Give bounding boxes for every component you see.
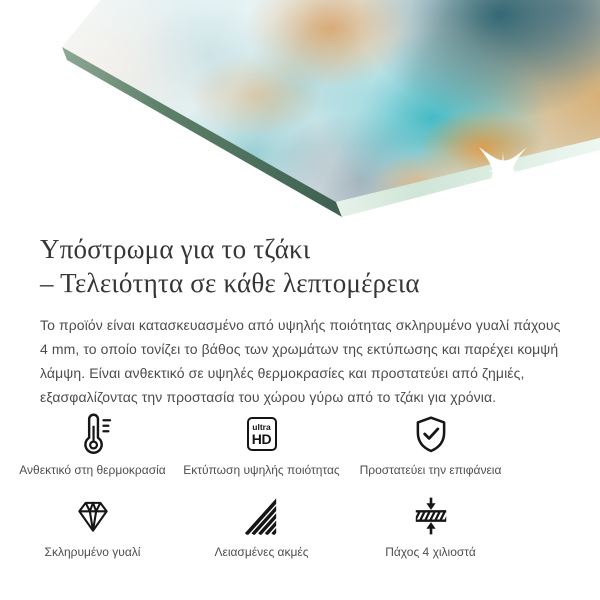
feature-heat-resistant xyxy=(8,411,177,477)
feature-label: Πάχος 4 χιλιοστά xyxy=(385,545,476,559)
feature-ultra-hd-print xyxy=(177,411,346,477)
feature-thickness-4mm xyxy=(346,493,515,559)
feature-label: Προστατεύει την επιφάνεια xyxy=(359,463,502,477)
feature-surface-protection xyxy=(346,411,515,477)
sparkle-icon xyxy=(469,137,537,205)
ultra-hd-icon xyxy=(247,411,277,457)
page-title xyxy=(40,232,560,300)
feature-polished-edges xyxy=(177,493,346,559)
polished-edges-icon xyxy=(241,493,283,539)
thickness-icon xyxy=(410,493,452,539)
product-description: Το προϊόν είναι κατασκευασμένο από υψηλής ποιότητας σκληρυμένο γυαλί πάχους 4 mm, το οποίο τονίζει το βάθος των χρωμάτων της εκτύπωσης και παρέχει κομψή λάμψη. Είναι ανθεκτικό σε υψηλές θερμοκρασίες και προστατεύει από ζημιές, εξασφαλίζοντας την προστασία του χώρου γύρω από το τζάκι για χρόνια. xyxy=(40,317,561,405)
ultra-hd-badge-bottom: HD xyxy=(251,430,272,447)
thermometer-icon xyxy=(71,411,115,457)
feature-label: Ανθεκτικό στη θερμοκρασία xyxy=(19,463,166,477)
feature-label: Εκτύπωση υψηλής ποιότητας xyxy=(183,463,340,477)
feature-grid xyxy=(8,411,516,559)
product-image xyxy=(0,0,600,228)
feature-label: Λειασμένες ακμές xyxy=(214,545,309,559)
shield-check-icon xyxy=(410,411,452,457)
title-line-1: Υπόστρωμα για το τζάκι xyxy=(40,234,311,264)
feature-label: Σκληρυμένο γυαλί xyxy=(44,545,141,559)
ultra-hd-badge-top: ultra xyxy=(252,421,271,432)
title-line-2: – Τελειότητα σε κάθε λεπτομέρεια xyxy=(40,268,420,298)
feature-tempered-glass xyxy=(8,493,177,559)
diamond-icon xyxy=(72,493,114,539)
